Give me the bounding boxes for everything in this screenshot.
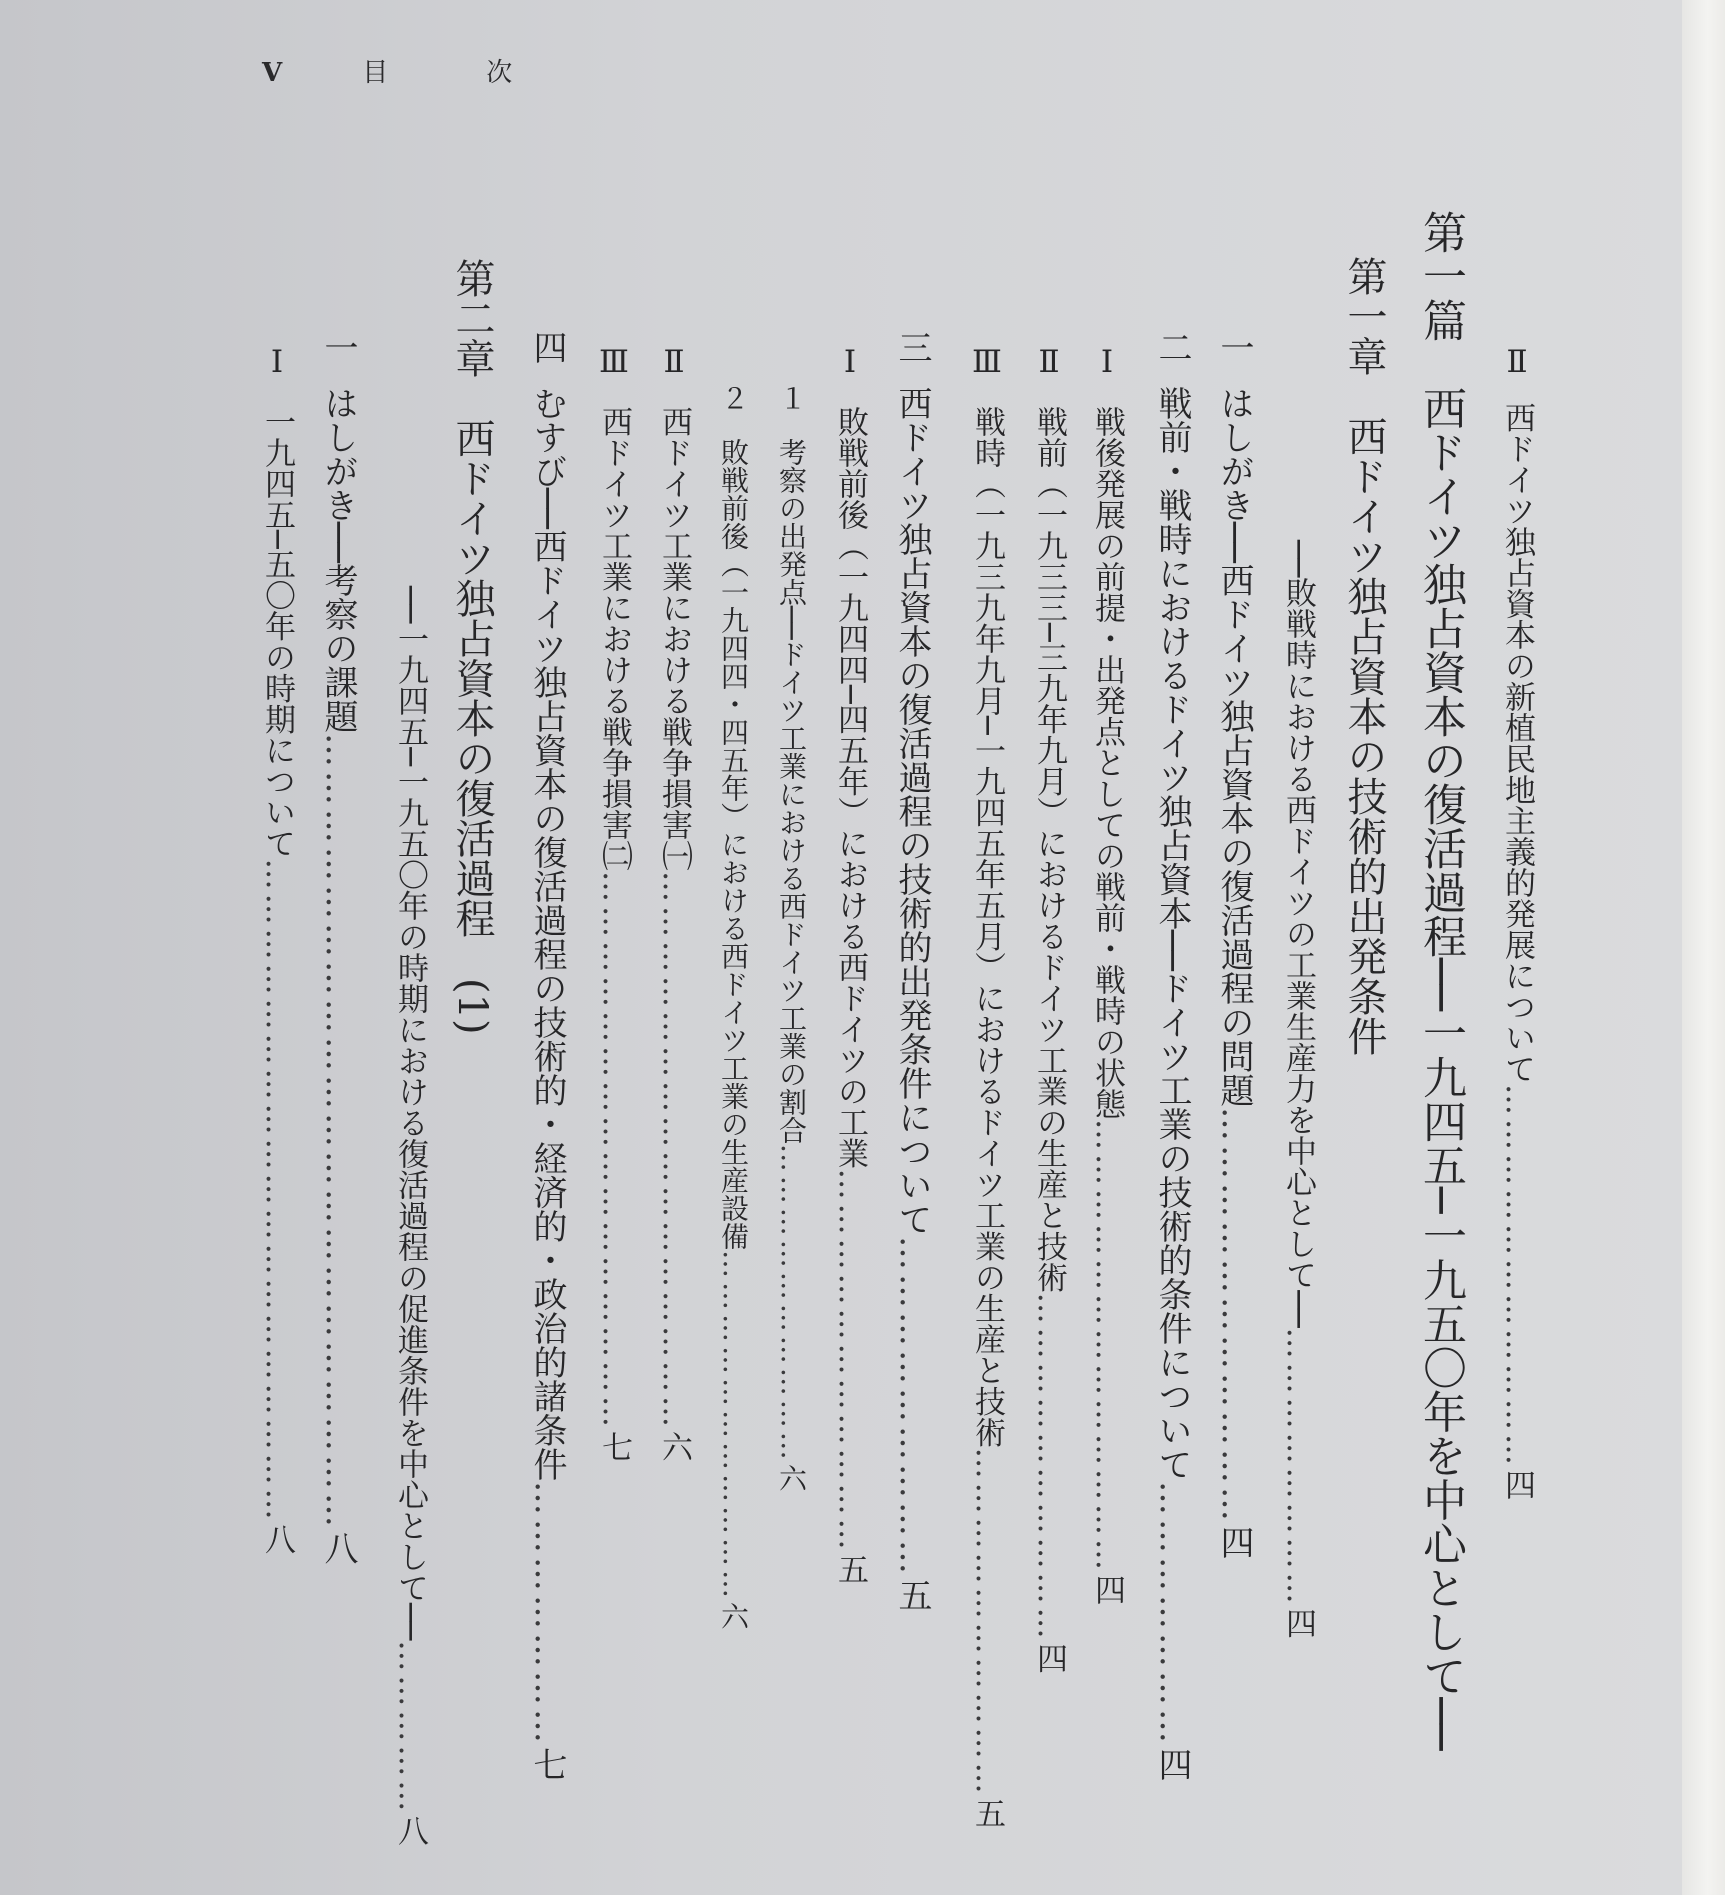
toc-entry-number: Ⅰ	[259, 344, 295, 380]
toc-dot-leader: …………………………	[969, 1447, 1005, 1798]
toc-page-number: 六	[775, 1463, 808, 1492]
toc-chapter-two-section-1[interactable]	[314, 0, 363, 1895]
toc-subsection-2-i[interactable]	[1085, 0, 1130, 1895]
toc-entry-number: Ⅱ	[1499, 344, 1535, 380]
toc-page-number: 八	[392, 1815, 428, 1847]
toc-entry-title: 西ドイツ工業における戦争損害㈠	[656, 406, 692, 871]
toc-page-number: 五	[832, 1553, 868, 1585]
toc-dot-leader: ……………………	[1280, 1327, 1316, 1608]
toc-item-3-i-1[interactable]	[771, 0, 811, 1895]
toc-entry-title: 戦前・戦時におけるドイツ独占資本──ドイツ工業の技術的条件について	[1152, 386, 1192, 1481]
toc-dot-leader: …………………………………………	[656, 871, 692, 1431]
toc-dot-leader: …………………………………………	[596, 871, 632, 1431]
toc-entry-number: Ⅱ	[656, 344, 692, 380]
toc-subsection-2-iii[interactable]	[965, 0, 1010, 1895]
toc-item-3-i-2[interactable]	[713, 0, 753, 1895]
toc-entry-title: 西ドイツ工業における戦争損害㈡	[596, 406, 632, 871]
toc-page-number: 七	[596, 1431, 632, 1462]
toc-part-one-heading[interactable]	[1408, 0, 1472, 1895]
toc-entry-number: Ⅰ	[832, 344, 868, 380]
toc-page-number: 四	[1214, 1524, 1254, 1559]
toc-page-number: 四	[1089, 1574, 1125, 1605]
toc-entry-title: 一九四五─五〇年の時期について	[259, 406, 295, 859]
toc-entry-title: はしがき──西ドイツ独占資本の復活過程の問題	[1214, 386, 1254, 1107]
toc-chapter-two-subsection-i[interactable]	[255, 0, 300, 1895]
toc-chapter-title: 第二章 西ドイツ独占資本の復活過程 (1)	[449, 258, 495, 1035]
toc-entry-title: 西ドイツ独占資本の復活過程の技術的出発条件について	[892, 386, 932, 1236]
header-contents-label-2: 次	[486, 58, 515, 88]
toc-entry-title: 戦後発展の前提・出発点としての戦前・戦時の状態	[1089, 406, 1125, 1119]
header-volume-numeral: V	[262, 58, 285, 88]
toc-dot-leader: …………………	[527, 1480, 567, 1747]
toc-entry-title: 戦前（一九三三─三九年九月）におけるドイツ工業の生産と技術	[1031, 406, 1067, 1293]
toc-dot-leader: ……………………………	[1499, 1084, 1535, 1469]
toc-dot-leader: …………………	[1152, 1480, 1192, 1747]
toc-dot-leader: …………………………………………………	[259, 858, 295, 1524]
toc-entry-title: 西ドイツ独占資本の新植民地主義的発展について	[1499, 402, 1535, 1084]
toc-part-title: 第一篇 西ドイツ独占資本の復活過程──一九四五─一九五〇年を中心として──	[1415, 210, 1466, 1751]
toc-page-number: 五	[969, 1797, 1005, 1829]
toc-page-number: 六	[717, 1602, 750, 1630]
toc-subsection-3-i[interactable]	[828, 0, 873, 1895]
toc-chapter-two-subtitle[interactable]	[388, 0, 433, 1895]
toc-entry-number: 二	[1152, 330, 1192, 364]
toc-entry-title: 考察の出発点──ドイツ工業における西ドイツ工業の割合	[775, 438, 808, 1144]
toc-entry-title: むすび──西ドイツ独占資本の復活過程の技術的・経済的・政治的諸条件	[527, 386, 567, 1481]
toc-section-3-technical-conditions[interactable]	[888, 0, 937, 1895]
toc-chapter-two-heading[interactable]	[444, 0, 501, 1895]
toc-dot-leader: ……………………………	[832, 1168, 868, 1554]
toc-dot-leader: ………………………………………………………	[318, 732, 358, 1531]
toc-entry-title: 敗戦前後（一九四四・四五年）における西ドイツ工業の生産設備	[717, 438, 750, 1250]
toc-entry-title: 敗戦前後（一九四四─四五年）における西ドイツの工業	[832, 406, 868, 1169]
toc-entry-number: １	[775, 384, 808, 412]
toc-entry-number: ２	[717, 384, 750, 412]
toc-chapter-one-subtitle[interactable]	[1276, 0, 1321, 1895]
toc-entry-number: Ⅰ	[1089, 344, 1125, 380]
toc-entry-number: Ⅲ	[969, 344, 1005, 380]
toc-page-number: 四	[1031, 1642, 1067, 1674]
toc-section-1-introduction[interactable]	[1210, 0, 1259, 1895]
toc-dot-leader: ……………………………	[717, 1250, 750, 1602]
toc-entry-number: Ⅱ	[1031, 344, 1067, 380]
toc-entry-title: 戦時（一九三九年九月─一九四五年五月）におけるドイツ工業の生産と技術	[969, 406, 1005, 1448]
toc-page-number: 四	[1499, 1469, 1535, 1500]
header-contents-label-1: 目	[362, 58, 391, 88]
toc-dot-leader: ……………	[392, 1640, 428, 1816]
toc-chapter-title: 第一章 西ドイツ独占資本の技術的出発条件	[1341, 256, 1387, 1056]
toc-dot-leader: …………………………	[775, 1143, 808, 1464]
toc-chapter-one-heading[interactable]	[1336, 0, 1393, 1895]
toc-section-2-prewar-wartime[interactable]	[1148, 0, 1197, 1895]
toc-entry-part-ii-neocolonial[interactable]	[1495, 0, 1540, 1895]
toc-subtitle-text: ──一九四五─一九五〇年の時期における復活過程の促進条件を中心として──	[392, 586, 428, 1641]
toc-entry-number: 一	[1214, 330, 1254, 364]
toc-dot-leader: …………………………	[1031, 1292, 1067, 1643]
toc-dot-leader: …………………………………	[1089, 1119, 1125, 1574]
toc-page-number: 七	[527, 1746, 567, 1781]
toc-subtitle-text: ──敗戦時における西ドイツの工業生産力を中心として──	[1280, 540, 1316, 1328]
toc-entry-title: はしがき──考察の課題	[318, 386, 358, 733]
toc-page-number: 八	[318, 1530, 358, 1565]
toc-page-number: 四	[1280, 1607, 1316, 1639]
toc-page-number: 八	[259, 1523, 295, 1555]
toc-section-4-conclusion[interactable]	[523, 0, 572, 1895]
toc-page-number: 六	[656, 1431, 692, 1462]
toc-entry-number: Ⅲ	[596, 344, 632, 380]
toc-subsection-3-ii[interactable]	[652, 0, 697, 1895]
toc-dot-leader: ……………………………	[1214, 1106, 1254, 1525]
toc-subsection-2-ii[interactable]	[1027, 0, 1072, 1895]
toc-page-number: 五	[892, 1578, 932, 1612]
toc-entry-number: 三	[892, 330, 932, 364]
page-edge	[1682, 0, 1725, 1895]
toc-page-number: 四	[1152, 1746, 1192, 1781]
toc-subsection-3-iii[interactable]	[592, 0, 637, 1895]
toc-entry-number: 一	[318, 330, 358, 364]
toc-entry-number: 四	[527, 330, 567, 364]
toc-dot-leader: ………………………	[892, 1236, 932, 1578]
